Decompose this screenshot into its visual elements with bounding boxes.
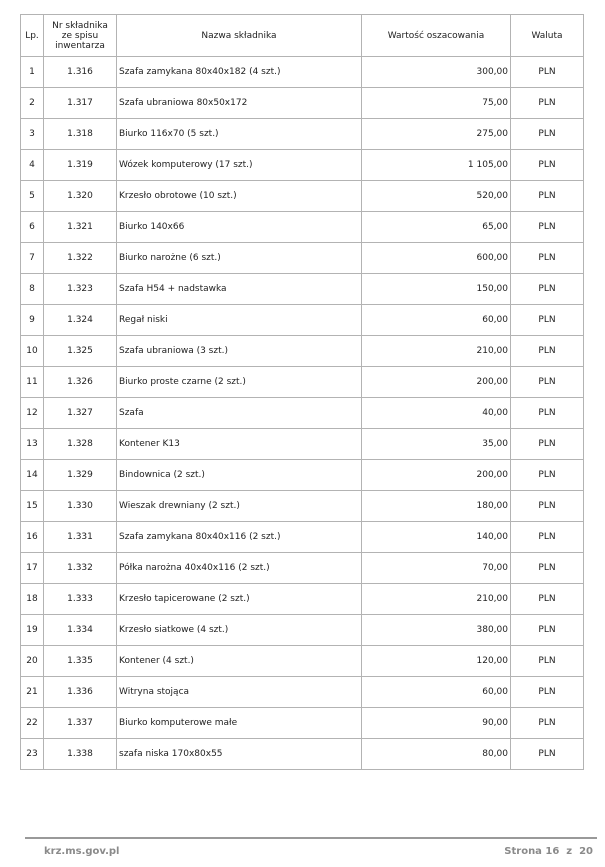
- cell-item-name: Wózek komputerowy (17 szt.): [117, 150, 362, 181]
- cell-item-number: 1.327: [44, 398, 117, 429]
- cell-currency: PLN: [511, 305, 584, 336]
- cell-estimated-value: 150,00: [362, 274, 511, 305]
- cell-item-name: Krzesło siatkowe (4 szt.): [117, 615, 362, 646]
- footer-divider: [25, 837, 597, 839]
- cell-lp: 16: [21, 522, 44, 553]
- cell-item-name: Krzesło obrotowe (10 szt.): [117, 181, 362, 212]
- cell-lp: 20: [21, 646, 44, 677]
- cell-item-number: 1.331: [44, 522, 117, 553]
- cell-currency: PLN: [511, 615, 584, 646]
- table-row: [21, 522, 584, 553]
- cell-estimated-value: 40,00: [362, 398, 511, 429]
- cell-item-name: Biurko proste czarne (2 szt.): [117, 367, 362, 398]
- cell-currency: PLN: [511, 491, 584, 522]
- cell-estimated-value: 200,00: [362, 367, 511, 398]
- table-row: [21, 398, 584, 429]
- table-row: [21, 739, 584, 770]
- cell-currency: PLN: [511, 243, 584, 274]
- inventory-table: [20, 14, 584, 770]
- cell-lp: 14: [21, 460, 44, 491]
- table-row: [21, 584, 584, 615]
- table-row: [21, 553, 584, 584]
- cell-currency: PLN: [511, 739, 584, 770]
- cell-item-name: Krzesło tapicerowane (2 szt.): [117, 584, 362, 615]
- cell-item-name: Szafa zamykana 80x40x116 (2 szt.): [117, 522, 362, 553]
- cell-estimated-value: 65,00: [362, 212, 511, 243]
- cell-currency: PLN: [511, 336, 584, 367]
- cell-item-number: 1.333: [44, 584, 117, 615]
- cell-item-number: 1.317: [44, 88, 117, 119]
- cell-currency: PLN: [511, 119, 584, 150]
- cell-currency: PLN: [511, 460, 584, 491]
- cell-estimated-value: 90,00: [362, 708, 511, 739]
- cell-lp: 12: [21, 398, 44, 429]
- cell-item-number: 1.322: [44, 243, 117, 274]
- cell-estimated-value: 210,00: [362, 584, 511, 615]
- cell-item-name: Witryna stojąca: [117, 677, 362, 708]
- cell-estimated-value: 140,00: [362, 522, 511, 553]
- cell-lp: 11: [21, 367, 44, 398]
- cell-item-number: 1.337: [44, 708, 117, 739]
- cell-lp: 8: [21, 274, 44, 305]
- cell-currency: PLN: [511, 274, 584, 305]
- table-row: [21, 460, 584, 491]
- header-estimated-value: Wartość oszacowania: [362, 15, 511, 57]
- cell-currency: PLN: [511, 181, 584, 212]
- cell-lp: 13: [21, 429, 44, 460]
- table-row: [21, 150, 584, 181]
- header-item-name: Nazwa składnika: [117, 15, 362, 57]
- cell-estimated-value: 600,00: [362, 243, 511, 274]
- table-row: [21, 336, 584, 367]
- header-item-number: Nr składnika ze spisu inwentarza: [44, 15, 117, 57]
- table-row: [21, 646, 584, 677]
- cell-item-name: Szafa zamykana 80x40x182 (4 szt.): [117, 57, 362, 88]
- cell-lp: 21: [21, 677, 44, 708]
- cell-lp: 17: [21, 553, 44, 584]
- cell-currency: PLN: [511, 708, 584, 739]
- table-row: [21, 119, 584, 150]
- table-row: [21, 57, 584, 88]
- table-row: [21, 367, 584, 398]
- cell-currency: PLN: [511, 584, 584, 615]
- table-row: [21, 429, 584, 460]
- cell-lp: 22: [21, 708, 44, 739]
- table-row: [21, 708, 584, 739]
- table-row: [21, 88, 584, 119]
- cell-currency: PLN: [511, 150, 584, 181]
- cell-item-number: 1.338: [44, 739, 117, 770]
- cell-item-name: Szafa ubraniowa (3 szt.): [117, 336, 362, 367]
- cell-item-number: 1.318: [44, 119, 117, 150]
- cell-item-number: 1.321: [44, 212, 117, 243]
- cell-currency: PLN: [511, 522, 584, 553]
- cell-item-number: 1.316: [44, 57, 117, 88]
- cell-item-number: 1.330: [44, 491, 117, 522]
- cell-item-number: 1.325: [44, 336, 117, 367]
- cell-lp: 6: [21, 212, 44, 243]
- cell-lp: 5: [21, 181, 44, 212]
- cell-lp: 2: [21, 88, 44, 119]
- cell-item-number: 1.328: [44, 429, 117, 460]
- cell-lp: 18: [21, 584, 44, 615]
- cell-item-number: 1.324: [44, 305, 117, 336]
- header-lp: Lp.: [21, 15, 44, 57]
- cell-lp: 1: [21, 57, 44, 88]
- cell-estimated-value: 210,00: [362, 336, 511, 367]
- cell-item-name: Szafa: [117, 398, 362, 429]
- table-row: [21, 615, 584, 646]
- cell-item-number: 1.323: [44, 274, 117, 305]
- cell-estimated-value: 380,00: [362, 615, 511, 646]
- cell-item-name: Kontener K13: [117, 429, 362, 460]
- cell-item-name: Wieszak drewniany (2 szt.): [117, 491, 362, 522]
- table-body: [21, 57, 584, 770]
- cell-lp: 19: [21, 615, 44, 646]
- cell-item-number: 1.336: [44, 677, 117, 708]
- cell-estimated-value: 60,00: [362, 677, 511, 708]
- cell-estimated-value: 1 105,00: [362, 150, 511, 181]
- cell-item-name: Szafa ubraniowa 80x50x172: [117, 88, 362, 119]
- table-header-row: [21, 15, 584, 57]
- cell-currency: PLN: [511, 367, 584, 398]
- cell-currency: PLN: [511, 57, 584, 88]
- cell-item-number: 1.334: [44, 615, 117, 646]
- cell-item-number: 1.335: [44, 646, 117, 677]
- cell-item-number: 1.320: [44, 181, 117, 212]
- cell-item-name: Szafa H54 + nadstawka: [117, 274, 362, 305]
- cell-item-name: Regał niski: [117, 305, 362, 336]
- cell-currency: PLN: [511, 553, 584, 584]
- cell-currency: PLN: [511, 429, 584, 460]
- table-row: [21, 305, 584, 336]
- cell-item-number: 1.332: [44, 553, 117, 584]
- cell-lp: 7: [21, 243, 44, 274]
- cell-item-name: Biurko 116x70 (5 szt.): [117, 119, 362, 150]
- cell-item-name: szafa niska 170x80x55: [117, 739, 362, 770]
- cell-estimated-value: 520,00: [362, 181, 511, 212]
- cell-lp: 9: [21, 305, 44, 336]
- cell-currency: PLN: [511, 398, 584, 429]
- cell-lp: 4: [21, 150, 44, 181]
- cell-estimated-value: 70,00: [362, 553, 511, 584]
- cell-item-number: 1.319: [44, 150, 117, 181]
- cell-lp: 15: [21, 491, 44, 522]
- cell-estimated-value: 300,00: [362, 57, 511, 88]
- cell-estimated-value: 75,00: [362, 88, 511, 119]
- cell-lp: 23: [21, 739, 44, 770]
- cell-item-name: Bindownica (2 szt.): [117, 460, 362, 491]
- cell-item-name: Biurko narożne (6 szt.): [117, 243, 362, 274]
- cell-currency: PLN: [511, 677, 584, 708]
- cell-estimated-value: 180,00: [362, 491, 511, 522]
- cell-currency: PLN: [511, 88, 584, 119]
- header-currency: Waluta: [511, 15, 584, 57]
- table-row: [21, 491, 584, 522]
- cell-estimated-value: 60,00: [362, 305, 511, 336]
- cell-item-number: 1.326: [44, 367, 117, 398]
- cell-estimated-value: 120,00: [362, 646, 511, 677]
- cell-estimated-value: 275,00: [362, 119, 511, 150]
- cell-estimated-value: 80,00: [362, 739, 511, 770]
- cell-item-name: Biurko 140x66: [117, 212, 362, 243]
- cell-lp: 3: [21, 119, 44, 150]
- table-row: [21, 181, 584, 212]
- table-row: [21, 212, 584, 243]
- table-row: [21, 243, 584, 274]
- table-row: [21, 274, 584, 305]
- cell-estimated-value: 35,00: [362, 429, 511, 460]
- cell-item-name: Biurko komputerowe małe: [117, 708, 362, 739]
- cell-currency: PLN: [511, 212, 584, 243]
- cell-estimated-value: 200,00: [362, 460, 511, 491]
- cell-item-name: Półka narożna 40x40x116 (2 szt.): [117, 553, 362, 584]
- cell-lp: 10: [21, 336, 44, 367]
- table-row: [21, 677, 584, 708]
- cell-item-name: Kontener (4 szt.): [117, 646, 362, 677]
- footer-site-name: krz.ms.gov.pl: [44, 846, 120, 857]
- cell-item-number: 1.329: [44, 460, 117, 491]
- cell-currency: PLN: [511, 646, 584, 677]
- footer-page-number: Strona 16 z 20: [504, 846, 593, 857]
